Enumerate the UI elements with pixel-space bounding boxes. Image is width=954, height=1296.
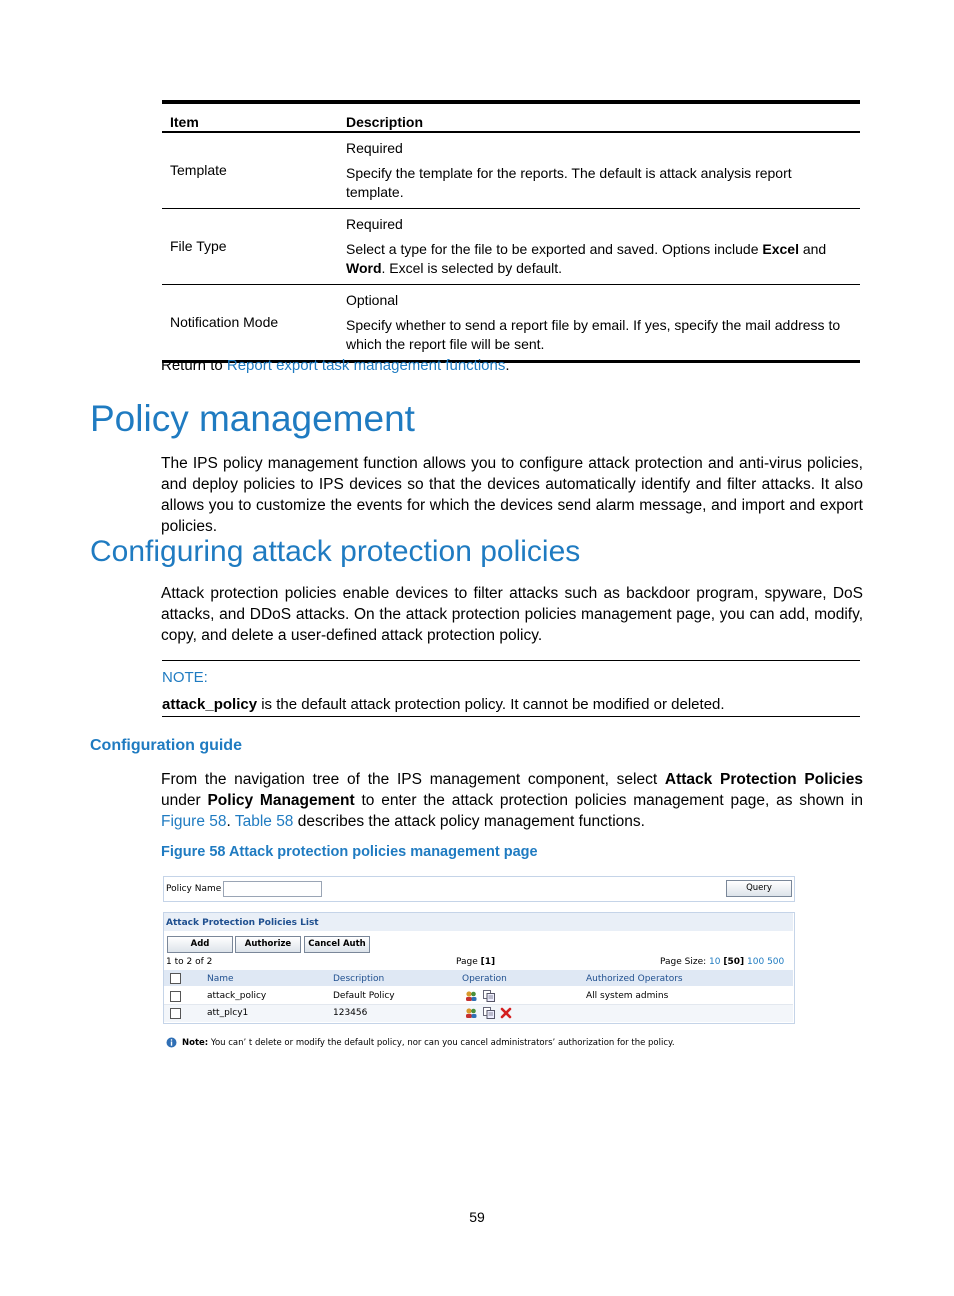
table-header-description: Description (338, 104, 860, 132)
copy-icon[interactable] (483, 990, 495, 1002)
authorize-icon[interactable] (465, 1007, 477, 1019)
section-title-attack-protection: Configuring attack protection policies (90, 535, 581, 568)
column-header-description[interactable]: Description (333, 974, 385, 984)
return-link[interactable]: Report export task management functions (226, 357, 506, 374)
column-header-authorized-operators[interactable]: Authorized Operators (586, 974, 683, 984)
parameter-table (162, 100, 860, 363)
figure-link[interactable]: Figure 58 (161, 813, 227, 830)
authorize-icon[interactable] (465, 990, 477, 1002)
note-label: NOTE: (162, 669, 208, 686)
page-size-option[interactable]: 500 (767, 957, 785, 967)
policy-name: attack_policy (207, 991, 267, 1001)
return-line: Return to Report export task management functions. (161, 357, 510, 374)
page-size-option[interactable]: 10 (709, 957, 721, 967)
page-indicator: Page [1] (456, 957, 496, 967)
table-row (162, 285, 860, 362)
page-size-option: [50] (723, 957, 745, 967)
table-link[interactable]: Table 58 (234, 813, 294, 830)
note-top-divider (162, 660, 860, 661)
column-header-operation: Operation (462, 974, 507, 984)
policy-name-input[interactable] (223, 881, 322, 897)
table-description: Select a type for the file to be exported and saved. Options include Excel and Word. Excel is selected by default. (346, 241, 827, 276)
column-header-name[interactable]: Name (207, 974, 234, 984)
table-item: Notification Mode (162, 285, 338, 362)
table-requirement: Optional (346, 292, 399, 308)
policy-management-paragraph: The IPS policy management function allows you to configure attack protection and anti-virus policies, and deploy policies to IPS devices so that the devices automatically identify and filter attacks. It also allows you to customize the events for which the devices send alarm message, and import and export policies. (161, 455, 863, 535)
table-requirement: Required (346, 140, 403, 156)
page-size-selector: Page Size: 10 [50] 100 500 (660, 957, 785, 967)
section-title-configuration-guide: Configuration guide (90, 737, 242, 754)
query-button[interactable]: Query (726, 880, 792, 897)
table-row (162, 132, 860, 209)
figure-note: Note: You can’ t delete or modify the default policy, nor can you cancel administrators’ authorization for the policy. (182, 1038, 675, 1048)
authorized-operators: All system admins (586, 991, 669, 1001)
table-description: Specify whether to send a report file by email. If yes, specify the mail address to which the report file will be sent. (346, 317, 841, 352)
page-number: 59 (469, 1209, 485, 1225)
policy-description: Default Policy (333, 991, 395, 1001)
section-title-policy-management: Policy management (90, 398, 415, 439)
row-checkbox[interactable] (170, 1008, 181, 1019)
configuration-guide-paragraph: From the navigation tree of the IPS management component, select Attack Protection Policies under Policy Management to enter the attack protection policies management page, as shown in Figure 58. Table 58 describes the attack policy management functions. (161, 771, 863, 830)
table-header-item: Item (162, 104, 338, 132)
note-text: attack_policy is the default attack protection policy. It cannot be modified or deleted. (162, 696, 725, 713)
cancel-auth-button[interactable]: Cancel Auth (304, 936, 370, 953)
table-row (164, 1005, 793, 1022)
table-item: Template (162, 132, 338, 209)
row-checkbox[interactable] (170, 991, 181, 1002)
figure-caption: Figure 58 Attack protection policies management page (161, 844, 538, 860)
list-title: Attack Protection Policies List (166, 918, 319, 928)
authorize-button[interactable]: Authorize (235, 936, 301, 953)
info-icon (166, 1037, 177, 1048)
table-row (162, 209, 860, 285)
add-button[interactable]: Add (167, 936, 233, 953)
table-requirement: Required (346, 216, 403, 232)
record-count: 1 to 2 of 2 (166, 957, 213, 967)
policy-description: 123456 (333, 1008, 368, 1018)
select-all-checkbox[interactable] (170, 973, 181, 984)
table-item: File Type (162, 209, 338, 285)
copy-icon[interactable] (483, 1007, 495, 1019)
policy-name-label: Policy Name (166, 884, 222, 894)
delete-icon[interactable] (500, 1007, 512, 1019)
page-size-option[interactable]: 100 (747, 957, 765, 967)
policy-name: att_plcy1 (207, 1008, 249, 1018)
note-bottom-divider (162, 716, 860, 717)
table-description: Specify the template for the reports. The default is attack analysis report template. (346, 165, 792, 200)
attack-protection-paragraph: Attack protection policies enable devices to filter attacks such as backdoor program, spyware, DoS attacks, and DDoS attacks. On the attack protection policies management page, you can add, modify, copy, and delete a user-defined attack protection policy. (161, 585, 863, 644)
